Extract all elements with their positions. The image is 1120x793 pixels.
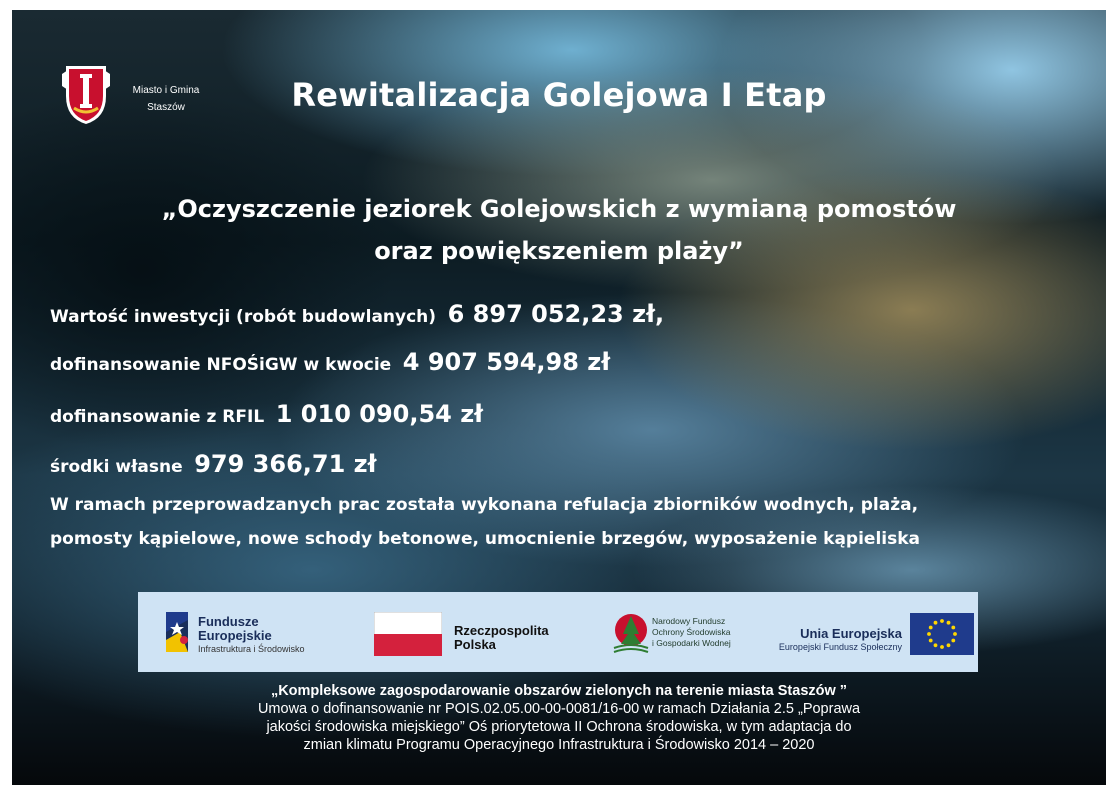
own-funds-label: środki własne — [50, 457, 183, 477]
rfil-funding-amount: 1 010 090,54 zł — [275, 400, 484, 428]
rfil-funding — [50, 400, 483, 428]
works-description-line-1: W ramach przeprowadzanych prac została wykonana refulacja zbiorników wodnych, plaża, — [50, 495, 919, 515]
works-description-line-2: pomosty kąpielowe, nowe schody betonowe, umocnienie brzegów, wyposażenie kąpieliska — [50, 529, 920, 549]
nfosigw-funding-label: dofinansowanie NFOŚiGW w kwocie — [50, 355, 392, 375]
program-line-3: jakości środowiska miejskiego” Oś priorytetowa II Ochrona środowiska, w tym adaptacja do — [266, 719, 852, 735]
nfosigw-icon — [612, 612, 650, 656]
nf-line-1: Narodowy Fundusz — [652, 616, 726, 626]
nfosigw-text — [652, 616, 731, 649]
eu-flag-icon — [910, 613, 974, 655]
ue-line-1: Unia Europejska — [800, 626, 902, 641]
program-line-4: zmian klimatu Programu Operacyjnego Infrastruktura i Środowisko 2014 – 2020 — [303, 737, 815, 753]
program-line-2: Umowa o dofinansowanie nr POIS.02.05.00-00-0081/16-00 w ramach Działania 2.5 „Poprawa — [257, 701, 861, 717]
unia-europejska-text — [756, 626, 902, 653]
nfosigw-funding — [50, 348, 610, 376]
own-funds-amount: 979 366,71 zł — [194, 450, 377, 478]
nf-line-2: Ochrony Środowiska — [652, 627, 731, 637]
nf-line-3: i Gospodarki Wodnej — [652, 638, 731, 648]
polish-flag-icon — [374, 612, 442, 656]
funders-bar — [138, 592, 978, 672]
ue-line-2: Europejski Fundusz Społeczny — [778, 642, 902, 652]
billboard — [12, 10, 1106, 785]
page-title: Rewitalizacja Golejowa I Etap — [291, 76, 827, 114]
program-title: „Kompleksowe zagospodarowanie obszarów zielonych na terenie miasta Staszów ” — [270, 683, 848, 699]
fe-line-1: Fundusze — [198, 614, 259, 629]
municipality-line-2: Staszów — [147, 102, 185, 113]
project-name-line-1: „Oczyszczenie jeziorek Golejowskich z wymianą pomostów — [161, 195, 957, 223]
project-name — [12, 188, 1106, 272]
fundusze-europejskie-icon — [162, 610, 192, 654]
nfosigw-funding-amount: 4 907 594,98 zł — [402, 348, 611, 376]
rzeczpospolita-text — [454, 624, 549, 652]
rp-line-2: Polska — [454, 637, 496, 652]
project-name-line-2: oraz powiększeniem plaży” — [374, 237, 744, 265]
program-info — [12, 682, 1106, 754]
fe-line-3: Infrastruktura i Środowisko — [198, 644, 305, 654]
investment-value-label: Wartość inwestycji (robót budowlanych) — [50, 307, 437, 327]
own-funds — [50, 450, 377, 478]
investment-value-amount: 6 897 052,23 zł, — [447, 300, 665, 328]
fundusze-europejskie-text — [198, 615, 305, 656]
fe-line-2: Europejskie — [198, 628, 272, 643]
rp-line-1: Rzeczpospolita — [454, 623, 549, 638]
works-description — [50, 488, 1090, 556]
municipality-line-1: Miasto i Gmina — [132, 85, 200, 96]
investment-value — [50, 300, 664, 328]
rfil-funding-label: dofinansowanie z RFIL — [50, 407, 265, 427]
